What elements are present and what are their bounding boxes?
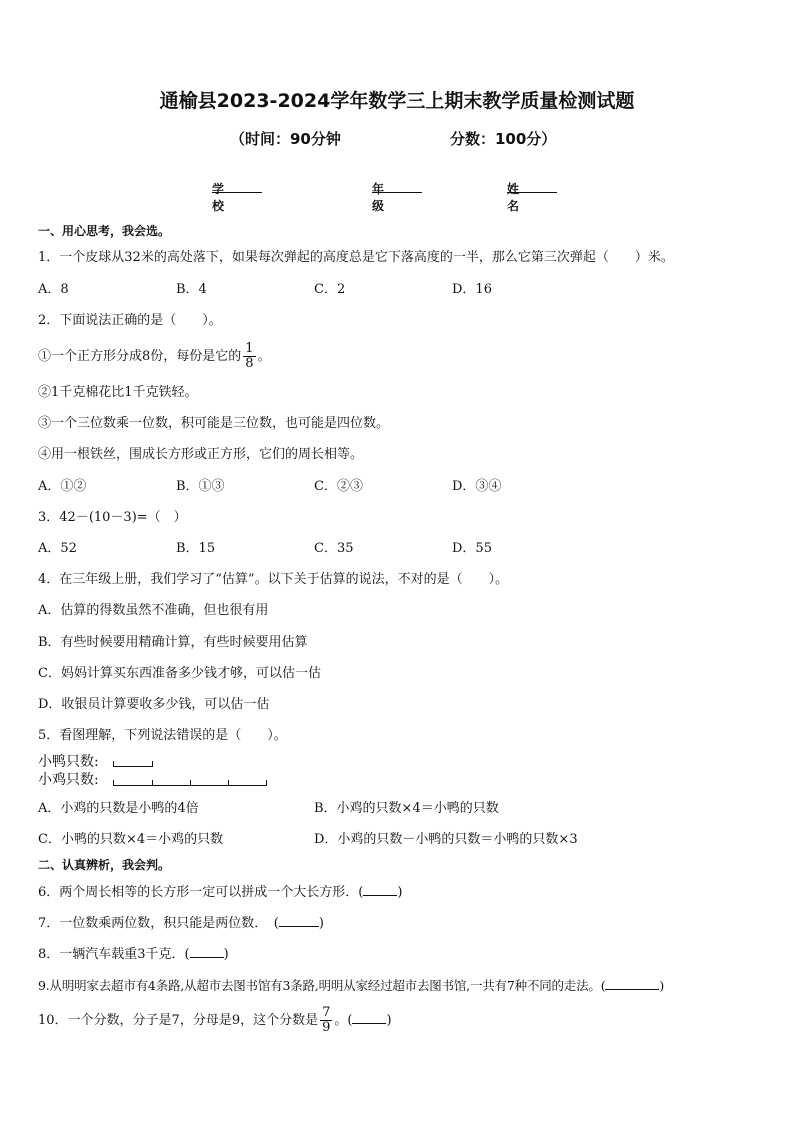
q8-close-paren: ) (223, 947, 229, 962)
q1-option-c[interactable]: C．2 (314, 282, 346, 297)
q2-statement-3: ③一个三位数乘一位数，积可能是三位数，也可能是四位数。 (38, 416, 390, 431)
q10-suffix: 。( (334, 1013, 353, 1028)
q6-text (38, 883, 402, 902)
segment-tick (152, 780, 153, 785)
name-blank[interactable] (507, 180, 557, 193)
segment-tick (228, 780, 229, 785)
page-title: 通榆县2023-2024学年数学三上期末教学质量检测试题 (159, 90, 635, 112)
q10-text (38, 1003, 392, 1039)
school-label: 学校 (212, 182, 225, 213)
fraction-one-eighth (243, 342, 255, 371)
time-limit: （时间：90分钟 (230, 130, 341, 148)
duck-count-bar (113, 761, 153, 767)
q2-statement-1 (38, 339, 271, 375)
q9-close-paren: ) (659, 978, 665, 993)
q3-option-d[interactable]: D．55 (452, 541, 492, 556)
name-label: 姓名 (507, 182, 520, 213)
grade-blank[interactable] (372, 180, 422, 193)
segment-tick (190, 780, 191, 785)
q5-option-a[interactable]: A．小鸡的只数是小鸭的4倍 (38, 801, 199, 816)
q4-option-c[interactable]: C．妈妈计算买东西准备多少钱才够，可以估一估 (38, 666, 321, 681)
q2-statement-1-prefix: ①一个正方形分成8份，每份是它的 (38, 349, 242, 364)
fraction-seven-ninths (320, 1006, 332, 1035)
q5-option-c[interactable]: C．小鸭的只数×4＝小鸡的只数 (38, 832, 224, 847)
fraction-numerator: 1 (245, 341, 254, 356)
q6-answer-blank[interactable] (363, 883, 397, 896)
q5-option-b[interactable]: B．小鸡的只数×4＝小鸭的只数 (314, 801, 499, 816)
q3-text: 3．42－(10－3)=（ ） (38, 510, 187, 525)
q3-option-c[interactable]: C．35 (314, 541, 354, 556)
q2-text: 2．下面说法正确的是（ ）。 (38, 313, 222, 328)
q10-answer-blank[interactable] (352, 1011, 386, 1024)
q2-option-d[interactable]: D．③④ (452, 479, 502, 494)
exam-info (0, 128, 794, 152)
q1-option-d[interactable]: D．16 (452, 282, 492, 297)
q4-option-a[interactable]: A．估算的得数虽然不准确，但也很有用 (38, 603, 269, 618)
q9-answer-blank[interactable] (605, 977, 659, 990)
q1-option-a[interactable]: A．8 (38, 282, 69, 297)
q9-text (38, 977, 664, 995)
q7-text (38, 914, 324, 933)
q5-text: 5．看图理解，下列说法错误的是（ ）。 (38, 728, 287, 743)
q4-option-b[interactable]: B．有些时候要用精确计算，有些时候要用估算 (38, 635, 308, 650)
fraction-denominator: 8 (245, 356, 254, 371)
q5-option-d[interactable]: D．小鸡的只数－小鸭的只数＝小鸭的只数×3 (314, 832, 578, 847)
chick-count-bar (113, 780, 267, 786)
q1-text: 1．一个皮球从32米的高处落下，如果每次弹起的高度总是它下落高度的一半，那么它第三次弹起（ ）米。 (38, 250, 674, 265)
fraction-denominator: 9 (322, 1020, 331, 1035)
q2-option-c[interactable]: C．②③ (314, 479, 363, 494)
q7-close-paren: ) (318, 916, 324, 931)
q2-statement-4: ④用一根铁丝，围成长方形或正方形，它们的周长相等。 (38, 447, 364, 462)
q7-statement: 7．一位数乘两位数，积只能是两位数． ( (38, 916, 279, 931)
q4-text: 4．在三年级上册，我们学习了“估算”。以下关于估算的说法，不对的是（ ）。 (38, 572, 509, 587)
q1-option-b[interactable]: B．4 (176, 282, 207, 297)
q10-statement: 10．一个分数，分子是7，分母是9，这个分数是 (38, 1013, 319, 1028)
fraction-numerator: 7 (322, 1005, 331, 1020)
q8-text (38, 945, 229, 964)
q2-option-b[interactable]: B．①③ (176, 479, 225, 494)
q4-option-d[interactable]: D．收银员计算要收多少钱，可以估一估 (38, 697, 270, 712)
grade-label: 年级 (372, 182, 385, 213)
student-info (0, 180, 794, 213)
q2-statement-1-suffix: 。 (257, 349, 271, 364)
q3-option-a[interactable]: A．52 (38, 541, 77, 556)
duck-count-label: 小鸭只数: (38, 754, 99, 770)
section-2-heading: 二、认真辨析，我会判。 (38, 858, 171, 872)
q3-option-b[interactable]: B．15 (176, 541, 216, 556)
section-1-heading: 一、用心思考，我会选。 (38, 224, 171, 238)
q6-statement: 6．两个周长相等的长方形一定可以拼成一个大长方形．( (38, 885, 364, 900)
q10-close-paren: ) (386, 1013, 392, 1028)
school-blank[interactable] (212, 180, 262, 193)
q2-option-a[interactable]: A．①② (38, 479, 87, 494)
q2-statement-2: ②1千克棉花比1千克铁轻。 (38, 385, 198, 400)
chick-count-label: 小鸡只数: (38, 772, 99, 788)
q7-answer-blank[interactable] (279, 914, 319, 927)
total-score: 分数：100分） (450, 130, 557, 148)
q8-statement: 8．一辆汽车载重3千克．( (38, 947, 190, 962)
q6-close-paren: ) (397, 885, 403, 900)
q8-answer-blank[interactable] (190, 945, 224, 958)
q9-statement: 9.从明明家去超市有4条路,从超市去图书馆有3条路,明明从家经过超市去图书馆,一共有7种不同的走法。( (38, 978, 606, 993)
